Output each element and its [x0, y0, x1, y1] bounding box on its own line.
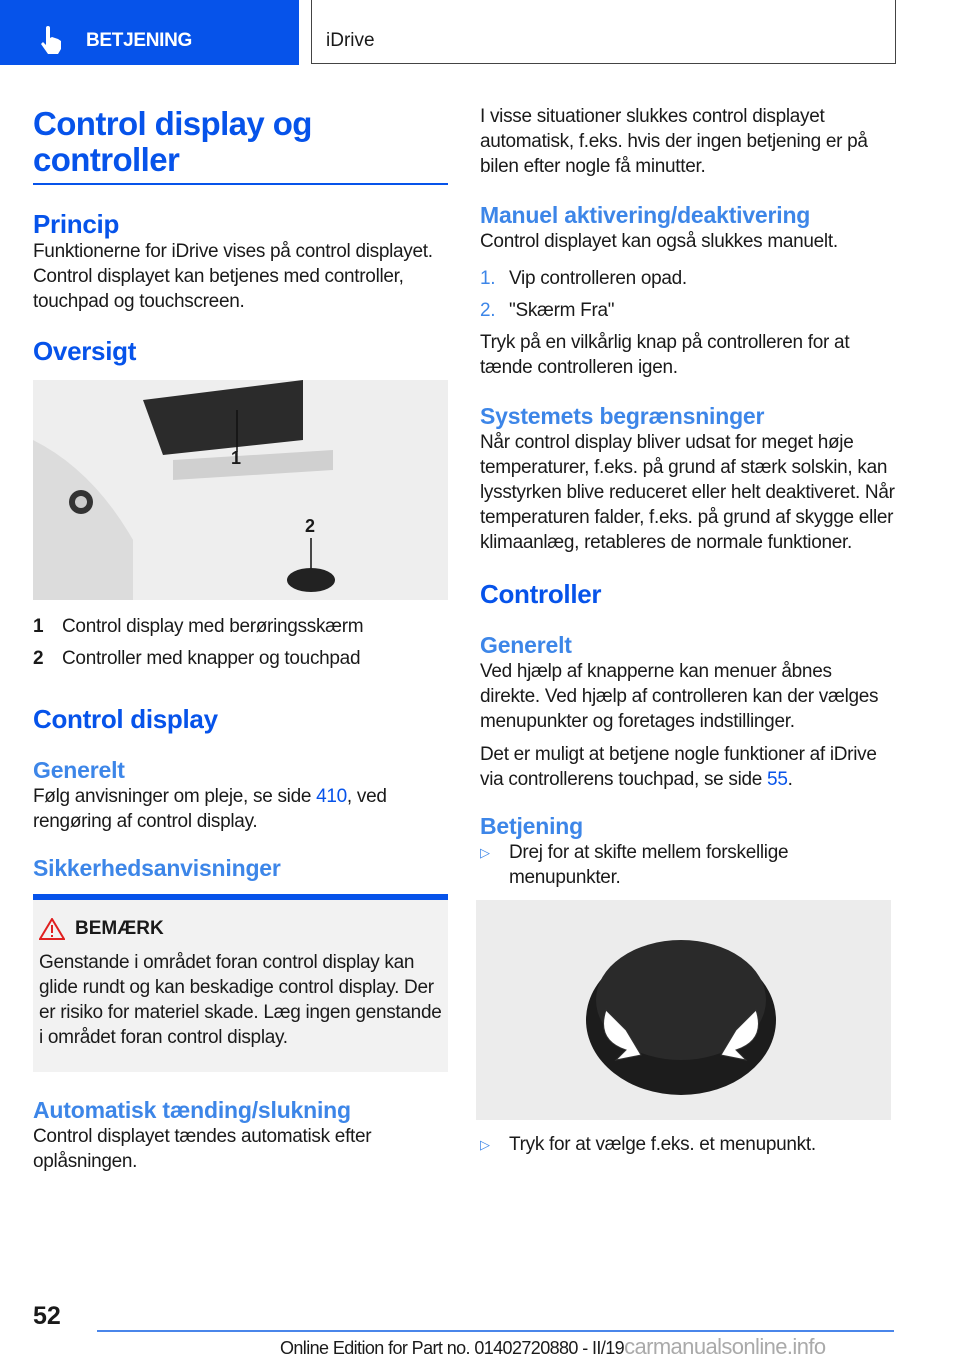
warning-triangle-icon: [39, 918, 65, 940]
warning-note: BEMÆRK Genstande i området foran control display kan glide rundt og kan beskadige control display. Der er risiko for materiel skade. Læg ingen genstande i området foran control display.: [33, 894, 448, 1072]
footer: [280, 1334, 825, 1360]
princip-text: Funktionerne for iDrive vises på control displayet. Control displayet kan betjenes med controller, touchpad og touchscreen.: [33, 241, 433, 312]
chapter-label: iDrive: [326, 30, 375, 51]
legend-item: 2 Controller med knapper og touchpad: [33, 648, 361, 669]
page-link-410[interactable]: 410: [316, 786, 347, 807]
edition-text: Online Edition for Part no. 01402720880 - II/19: [280, 1338, 625, 1358]
triangle-bullet-icon: ▷: [480, 845, 490, 860]
heading-controller: Controller: [480, 579, 602, 609]
hand-pointer-icon: [40, 26, 64, 54]
watermark: carmanualsonline.info: [624, 1334, 826, 1359]
bullet-item: ▷ Drej for at skifte mellem forskellige menupunkter.: [480, 842, 789, 888]
auto-off-text: I visse situationer slukkes control displayet automatisk, f.eks. hvis der ingen betjening er på bilen efter nogle få minutter.: [480, 106, 868, 177]
controller-image: [476, 900, 891, 1120]
heading-system: Systemets begrænsninger: [480, 403, 765, 429]
image-legend: [33, 614, 448, 671]
heading-oversigt: Oversigt: [33, 336, 137, 366]
controller-generelt-text: Ved hjælp af knapperne kan menuer åbnes direkte. Ved hjælp af controlleren kan der vælges menupunkter og foretages indstillinger.: [480, 661, 879, 732]
section-tab: [0, 0, 299, 65]
manuel-text: Control displayet kan også slukkes manuelt.: [480, 231, 838, 252]
footer-divider: [97, 1330, 894, 1332]
right-column: [480, 104, 895, 1164]
dashboard-illustration: [33, 380, 448, 600]
page-number: 52: [33, 1302, 61, 1330]
system-text: Når control display bliver udsat for meget høje temperaturer, f.eks. på grund af stærk solskin, kan lysstyrken blive reduceret eller helt deaktiveret. Når temperaturen falder, f.eks. på grund af skygge eller klimaanlæg, retableres de normale funktioner.: [480, 432, 895, 553]
heading-generelt-controller: Generelt: [480, 632, 572, 658]
callout-1: 1: [231, 448, 242, 468]
step-item: 1. Vip controlleren opad.: [480, 268, 687, 289]
heading-princip: Princip: [33, 209, 120, 239]
heading-control-display: Control display: [33, 704, 218, 734]
touchpad-text: Det er muligt at betjene nogle funktioner af iDrive via controllerens touchpad, se side 55.: [480, 744, 877, 790]
tryk-text: Tryk på en vilkårlig knap på controlleren for at tænde controlleren igen.: [480, 332, 850, 378]
heading-auto: Automatisk tænding/slukning: [33, 1097, 351, 1123]
page-title: Control display og controller: [33, 106, 448, 185]
callout-2: 2: [305, 516, 316, 536]
note-text: Genstande i området foran control display kan glide rundt og kan beskadige control display. Der er risiko for materiel skade. Læg ingen genstande i området foran control display.: [39, 952, 442, 1048]
dashboard-image: [33, 380, 448, 600]
chapter-tab: [311, 0, 896, 64]
auto-text: Control displayet tændes automatisk efter oplåsningen.: [33, 1126, 372, 1172]
triangle-bullet-icon: ▷: [480, 1137, 490, 1152]
controller-illustration: [476, 900, 891, 1120]
legend-item: 1 Control display med berøringsskærm: [33, 616, 364, 637]
heading-sikkerhed: Sikkerhedsanvisninger: [33, 855, 281, 881]
page-link-55[interactable]: 55: [767, 769, 788, 790]
bullet-item: ▷ Tryk for at vælge f.eks. et menupunkt.: [480, 1134, 816, 1155]
heading-manuel: Manuel aktivering/deaktivering: [480, 202, 811, 228]
section-label: BETJENING: [86, 30, 193, 51]
heading-betjening: Betjening: [480, 813, 583, 839]
left-column: [33, 106, 448, 1182]
heading-generelt: Generelt: [33, 757, 125, 783]
generelt-text: Følg anvisninger om pleje, se side 410, ved rengøring af control display.: [33, 786, 387, 832]
step-item: 2. "Skærm Fra": [480, 300, 615, 321]
